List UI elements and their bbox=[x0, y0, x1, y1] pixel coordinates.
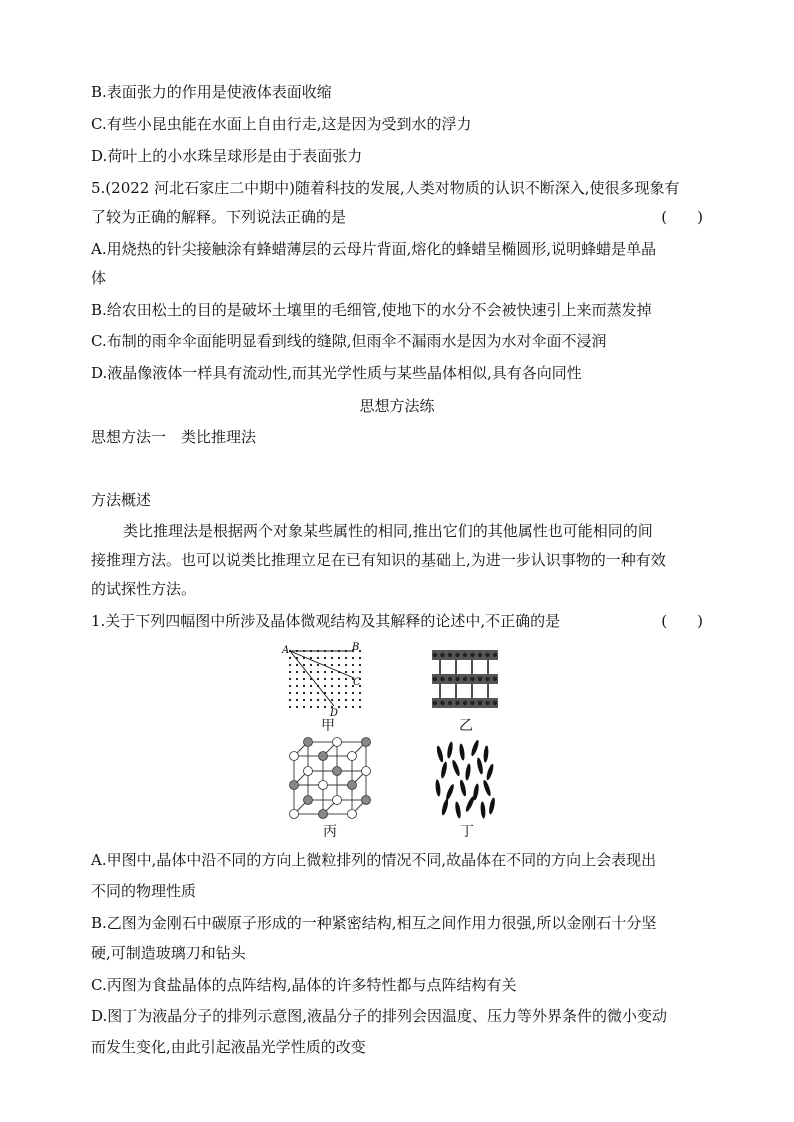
lattice-dot bbox=[331, 692, 333, 694]
lattice-dot bbox=[317, 706, 319, 708]
q5-option-d: D.液晶像液体一样具有流动性,而其光学性质与某些晶体相似,具有各向同性 bbox=[91, 364, 582, 382]
lattice-dot bbox=[296, 671, 298, 673]
lattice-dot bbox=[324, 685, 326, 687]
lattice-dot bbox=[331, 699, 333, 701]
lc-molecule bbox=[459, 779, 468, 797]
layer-atom bbox=[455, 701, 459, 705]
q1-option-a: A.甲图中,晶体中沿不同的方向上微粒排列的情况不同,故晶体在不同的方向上会表现出 bbox=[91, 851, 657, 869]
ion bbox=[362, 738, 371, 747]
q5-option-c: C.布制的雨伞伞面能明显看到线的缝隙,但雨伞不漏雨水是因为水对伞面不浸润 bbox=[91, 332, 607, 350]
lc-molecule bbox=[480, 801, 486, 818]
q5-option-a: A.用烧热的针尖接触涂有蜂蜡薄层的云母片背面,熔化的蜂蜡呈椭圆形,说明蜂蜡是单晶 bbox=[91, 240, 657, 258]
ion bbox=[348, 752, 357, 761]
caption-bing: 丙 bbox=[323, 824, 337, 840]
overview-line2: 接推理方法。也可以说类比推理立足在已有知识的基础上,为进一步认识事物的一种有效 bbox=[91, 551, 666, 569]
point-label-d: D bbox=[330, 708, 339, 719]
lattice-dot bbox=[352, 657, 354, 659]
lattice-dot bbox=[352, 699, 354, 701]
layer-atom bbox=[433, 653, 437, 657]
q5-answer-paren: ( ) bbox=[661, 208, 703, 226]
layer-atom bbox=[493, 653, 497, 657]
lc-molecule bbox=[441, 798, 450, 816]
lattice-dot bbox=[338, 664, 340, 666]
layer-atom bbox=[455, 653, 459, 657]
overview-line3: 的试探性方法。 bbox=[91, 580, 197, 598]
lattice-dot bbox=[338, 657, 340, 659]
lattice-dot bbox=[324, 657, 326, 659]
lattice-dot bbox=[359, 692, 361, 694]
q1-option-c: C.丙图为食盐晶体的点阵结构,晶体的许多特性都与点阵结构有关 bbox=[91, 976, 517, 994]
lattice-dot bbox=[289, 678, 291, 680]
layered-structure-diagram bbox=[432, 650, 498, 708]
layer-atom bbox=[485, 677, 489, 681]
prev-option-d: D.荷叶上的小水珠呈球形是由于表面张力 bbox=[91, 147, 363, 165]
lattice-dot bbox=[310, 685, 312, 687]
q1-stem: 1.关于下列四幅图中所涉及晶体微观结构及其解释的论述中,不正确的是 bbox=[91, 612, 561, 630]
lattice-dot bbox=[352, 664, 354, 666]
layer-atom bbox=[470, 701, 474, 705]
lattice-dot bbox=[289, 706, 291, 708]
lc-molecule bbox=[488, 797, 496, 815]
q5-option-b: B.给农田松土的目的是破坏土壤里的毛细管,使地下的水分不会被快速引上来而蒸发掉 bbox=[91, 301, 652, 319]
lattice-dot bbox=[310, 671, 312, 673]
ion bbox=[333, 738, 342, 747]
lattice-dot bbox=[289, 657, 291, 659]
lattice-dot bbox=[359, 706, 361, 708]
line-ac bbox=[290, 651, 354, 678]
ion bbox=[333, 796, 342, 805]
lattice-dot bbox=[352, 692, 354, 694]
ion bbox=[319, 752, 328, 761]
layer-atom bbox=[455, 677, 459, 681]
layer-atom bbox=[448, 677, 452, 681]
prev-option-b: B.表面张力的作用是使液体表面收缩 bbox=[91, 83, 332, 101]
lattice-dot bbox=[331, 678, 333, 680]
ion bbox=[362, 767, 371, 776]
layer-atom bbox=[485, 701, 489, 705]
lattice-dot bbox=[310, 657, 312, 659]
lattice-dot bbox=[324, 678, 326, 680]
lattice-dot bbox=[303, 664, 305, 666]
lattice-dot bbox=[345, 678, 347, 680]
ion bbox=[333, 767, 342, 776]
lc-molecule bbox=[485, 763, 495, 781]
layer-atom bbox=[493, 701, 497, 705]
layer-atom bbox=[470, 677, 474, 681]
ion bbox=[304, 767, 313, 776]
q1-answer-paren: ( ) bbox=[661, 612, 703, 630]
q1-option-d: D.图丁为液晶分子的排列示意图,液晶分子的排列会因温度、压力等外界条件的微小变动 bbox=[91, 1007, 668, 1025]
lattice-dot bbox=[345, 699, 347, 701]
caption-ding: 丁 bbox=[460, 824, 474, 840]
prev-option-c: C.有些小昆虫能在水面上自由行走,这是因为受到水的浮力 bbox=[91, 115, 472, 133]
lattice-dot bbox=[310, 706, 312, 708]
layer-atom bbox=[478, 701, 482, 705]
lattice-dot bbox=[310, 692, 312, 694]
lattice-dot bbox=[324, 706, 326, 708]
lattice-dot bbox=[338, 678, 340, 680]
lattice-dot bbox=[296, 706, 298, 708]
lc-molecule bbox=[459, 743, 466, 760]
lattice-dot bbox=[303, 706, 305, 708]
lattice-dot bbox=[289, 692, 291, 694]
q5-stem-line2: 了较为正确的解释。下列说法正确的是 bbox=[91, 208, 347, 226]
lattice-dot bbox=[303, 699, 305, 701]
ion bbox=[319, 781, 328, 790]
lattice-dot bbox=[345, 706, 347, 708]
layer-atom bbox=[470, 653, 474, 657]
lattice-dot bbox=[296, 678, 298, 680]
ion bbox=[290, 810, 299, 819]
layer-atom bbox=[493, 677, 497, 681]
layer-atom bbox=[485, 653, 489, 657]
q1-option-b: B.乙图为金刚石中碳原子形成的一种紧密结构,相互之间作用力很强,所以金刚石十分坚 bbox=[91, 914, 657, 932]
layer-atom bbox=[463, 653, 467, 657]
lc-molecule bbox=[454, 801, 461, 819]
caption-yi: 乙 bbox=[459, 718, 473, 734]
lattice-dot bbox=[317, 699, 319, 701]
lattice-dot bbox=[324, 699, 326, 701]
lattice-dot bbox=[296, 685, 298, 687]
lc-molecule bbox=[464, 795, 475, 812]
ion bbox=[290, 752, 299, 761]
lattice-dot bbox=[317, 671, 319, 673]
layer-atom bbox=[440, 677, 444, 681]
lattice-dot bbox=[324, 671, 326, 673]
lc-molecule bbox=[446, 741, 453, 759]
lattice-dot bbox=[317, 692, 319, 694]
caption-jia: 甲 bbox=[321, 718, 335, 734]
ion bbox=[319, 810, 328, 819]
lattice-dot bbox=[289, 664, 291, 666]
layer-atom bbox=[478, 653, 482, 657]
point-label-a: A bbox=[282, 645, 290, 656]
lattice-dot bbox=[359, 664, 361, 666]
lattice-dot bbox=[331, 671, 333, 673]
lattice-dot bbox=[296, 699, 298, 701]
lattice-dot bbox=[331, 664, 333, 666]
method-title: 思想方法一 类比推理法 bbox=[91, 428, 257, 446]
point-label-c: C bbox=[353, 677, 361, 688]
ion bbox=[348, 810, 357, 819]
lattice-dot bbox=[359, 671, 361, 673]
layer-atom bbox=[448, 701, 452, 705]
ion bbox=[362, 796, 371, 805]
overview-label: 方法概述 bbox=[91, 491, 152, 509]
ion bbox=[304, 738, 313, 747]
lattice-dot bbox=[310, 699, 312, 701]
layer-atom bbox=[478, 677, 482, 681]
lattice-dot bbox=[345, 692, 347, 694]
overview-line1: 类比推理法是根据两个对象某些属性的相同,推出它们的其他属性也可能相同的间 bbox=[123, 522, 653, 540]
lattice-dot bbox=[303, 671, 305, 673]
layer-atom bbox=[463, 677, 467, 681]
lattice-dot bbox=[289, 671, 291, 673]
lattice-dot-diagram bbox=[289, 650, 361, 708]
lattice-dot bbox=[296, 692, 298, 694]
lattice-dot bbox=[352, 671, 354, 673]
lattice-dot bbox=[317, 664, 319, 666]
crystal-figure bbox=[280, 642, 520, 842]
lattice-dot bbox=[338, 699, 340, 701]
layer-atom bbox=[463, 701, 467, 705]
q1-option-b-cont: 硬,可制造玻璃刀和钻头 bbox=[91, 944, 246, 962]
layer-atom bbox=[433, 677, 437, 681]
lattice-dot bbox=[303, 692, 305, 694]
lattice-dot bbox=[331, 685, 333, 687]
lattice-dot bbox=[345, 685, 347, 687]
layer-atom bbox=[448, 653, 452, 657]
lc-molecule bbox=[435, 779, 441, 796]
lattice-dot bbox=[345, 664, 347, 666]
ion bbox=[304, 796, 313, 805]
q5-option-a-cont: 体 bbox=[91, 269, 107, 287]
lattice-dot bbox=[310, 664, 312, 666]
ion bbox=[290, 781, 299, 790]
lc-molecule bbox=[483, 745, 489, 762]
q1-option-d-cont: 而发生变化,由此引起液晶光学性质的改变 bbox=[91, 1038, 366, 1056]
lc-molecule bbox=[436, 745, 445, 763]
lattice-dot bbox=[359, 699, 361, 701]
lc-molecule bbox=[465, 763, 472, 780]
lattice-dot bbox=[317, 678, 319, 680]
lattice-dot bbox=[289, 685, 291, 687]
section-title: 思想方法练 bbox=[359, 397, 435, 415]
point-label-b: B bbox=[352, 642, 360, 653]
lc-molecule bbox=[451, 759, 461, 777]
lattice-dot bbox=[359, 657, 361, 659]
q5-stem-line1: 5.(2022 河北石家庄二中期中)随着科技的发展,人类对物质的认识不断深入,使很多现象有 bbox=[91, 179, 680, 197]
layer-atom bbox=[440, 701, 444, 705]
lc-molecule bbox=[482, 779, 492, 797]
lattice-dot bbox=[345, 657, 347, 659]
lattice-dot bbox=[303, 685, 305, 687]
lattice-dot bbox=[289, 699, 291, 701]
lattice-dot bbox=[303, 678, 305, 680]
lattice-dot bbox=[331, 657, 333, 659]
lattice-dot bbox=[317, 657, 319, 659]
q1-option-a-cont: 不同的物理性质 bbox=[91, 882, 197, 900]
lattice-dot bbox=[338, 706, 340, 708]
lattice-dot bbox=[352, 706, 354, 708]
lattice-dot bbox=[338, 685, 340, 687]
lc-molecule bbox=[476, 757, 484, 775]
ion bbox=[348, 781, 357, 790]
layer-atom bbox=[440, 653, 444, 657]
lc-molecule bbox=[470, 739, 480, 757]
layer-atom bbox=[433, 701, 437, 705]
lattice-dot bbox=[338, 692, 340, 694]
lattice-dot bbox=[345, 671, 347, 673]
lc-molecule bbox=[445, 783, 456, 800]
lc-molecule bbox=[440, 761, 448, 779]
lattice-dot bbox=[296, 664, 298, 666]
liquid-crystal-diagram bbox=[435, 739, 496, 819]
